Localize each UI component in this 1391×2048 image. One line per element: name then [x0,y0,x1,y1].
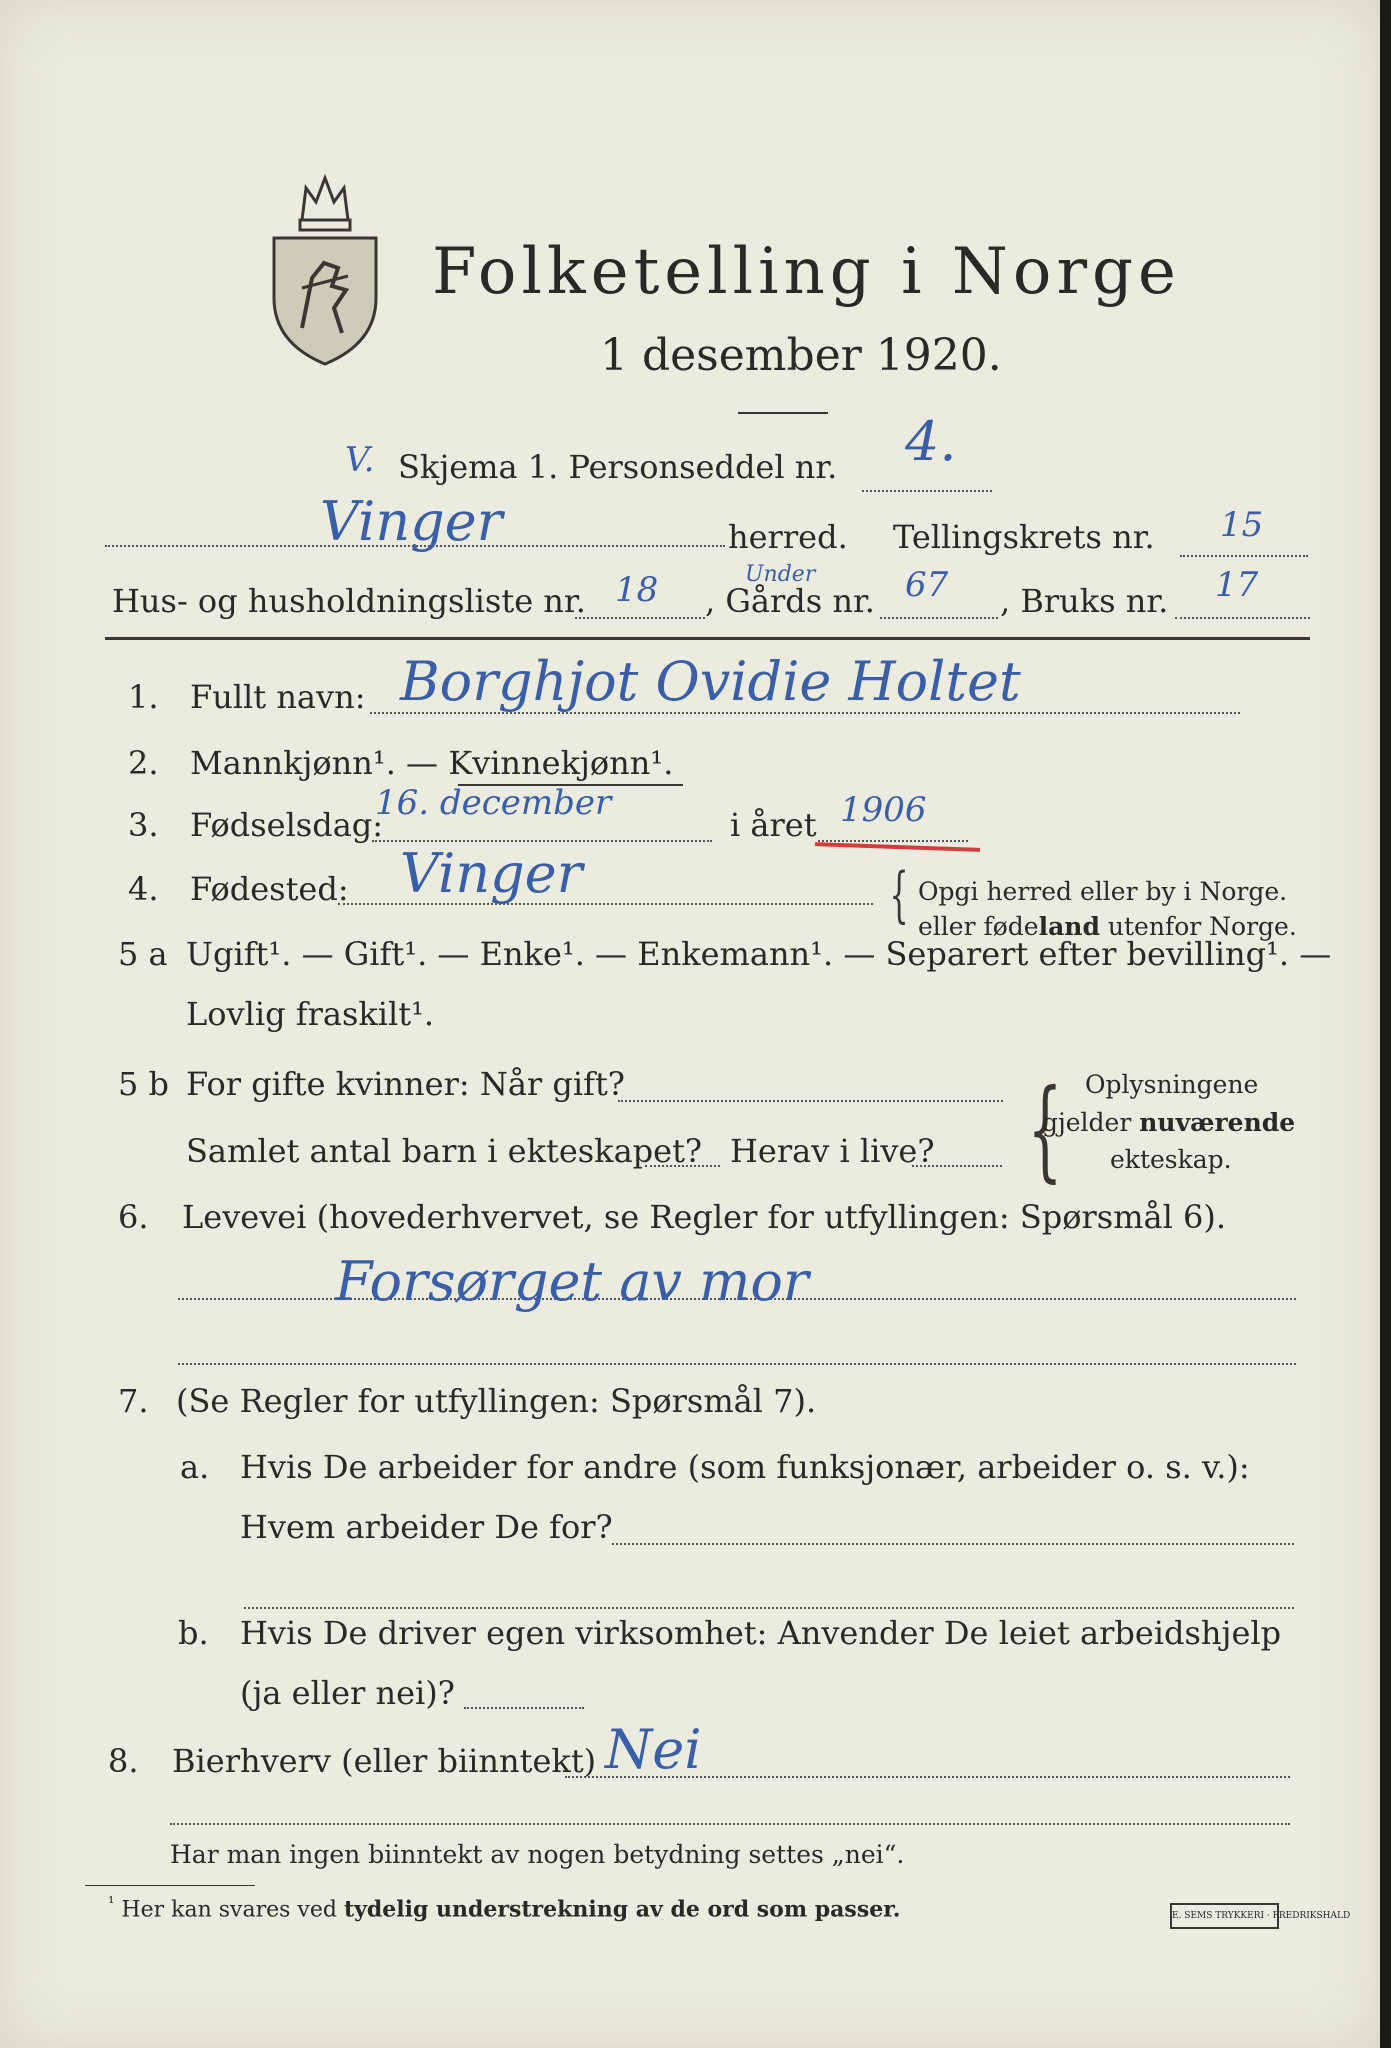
q6-label: Levevei (hovederhvervet, se Regler for utfyllingen: Spørsmål 6). [182,1198,1227,1236]
bruks-label: , Bruks nr. [1000,582,1169,620]
q5b-number: 5 b [118,1065,170,1103]
tellingskrets-value: 15 [1220,505,1264,545]
q5b-note-1: Oplysningene [1085,1070,1259,1099]
herred-label: herred. [728,518,848,556]
q7a-line-2: Hvem arbeider De for? [240,1508,613,1546]
q8-label: Bierhverv (eller biinntekt) [172,1742,597,1780]
q7-number: 7. [118,1382,149,1420]
year-label: i året [730,806,817,844]
coat-of-arms-icon [262,168,388,368]
q7b-number: b. [178,1614,209,1652]
q3-number: 3. [128,806,159,844]
gards-note: Under [745,562,816,587]
q5b-note-2: gjelder nuværende [1042,1108,1296,1137]
census-form-page: Folketelling i Norge 1 desember 1920. V. Skjema 1. Personseddel nr. 4. Vinger herred. Tellingskrets nr. 15 Hus- og husholdningsliste nr. 18 Under , Gårds nr. 67 , Bruks nr. 17 1. Fullt navn: Borghjot Ovidie Holtet 2. Mannkjønn¹. — Kvinnekjønn¹. 3. Fødselsdag: 16. december i året 1906 4. Fødested: Vinger { Opgi herred eller by i Norge. eller fødeland utenfor Norge. 5 a Ugift¹. — Gift¹. — Enke¹. — Enkemann¹. — Separert efter bevilling¹. — Lovlig fraskilt¹. 5 b For gifte kvinner: Når gift? Samlet antal barn i ekteskapet? Herav i live? { Oplysningene gjelder nuværende ekteskap. 6. Levevei (hovederhvervet, se Regler for utfyllingen: Spørsmål 6). Forsørget av mor 7. (Se Regler for utfyllingen: Spørsmål 7). a. Hvis De arbeider for andre (som funksjonær, arbeider o. s. v.): Hvem arbeider De for? b. Hvis De driver egen virksomhet: Anvender De leiet arbeidshjelp (ja eller nei)? 8. Bierhverv (eller biinntekt) Nei Har man ingen biinntekt av nogen betydning settes „nei“. $^{^1}$ Her kan svares ved tydelig understrekning av de ord som passer. E. SEMS TRYKKERI · FREDRIKSHALD [0,0,1380,2048]
q5b-brace: { [1027,1065,1063,1193]
occupation-value: Forsørget av mor [335,1250,809,1313]
q8-number: 8. [108,1742,139,1780]
q5a-line-2: Lovlig fraskilt¹. [186,995,435,1033]
printer-stamp: E. SEMS TRYKKERI · FREDRIKSHALD [1170,1903,1279,1929]
birthplace-value: Vinger [400,842,583,905]
q4-number: 4. [128,870,159,908]
birth-year-value: 1906 [840,790,927,830]
q2-label: Mannkjønn¹. — Kvinnekjønn¹. [190,744,674,782]
q7a-number: a. [180,1448,210,1486]
q2-number: 2. [128,744,159,782]
q7b-line-1: Hvis De driver egen virksomhet: Anvender De leiet arbeidshjelp [240,1614,1282,1652]
q7a-line-1: Hvis De arbeider for andre (som funksjonær, arbeider o. s. v.): [240,1448,1250,1486]
q7-label: (Se Regler for utfyllingen: Spørsmål 7). [176,1382,817,1420]
schema-label: Skjema 1. Personseddel nr. [398,448,838,486]
hus-value: 18 [615,570,659,610]
gards-label: , Gårds nr. [705,582,875,620]
q1-number: 1. [128,678,159,716]
footnote: $^{^1}$ Her kan svares ved tydelig understrekning av de ord som passer. [108,1893,901,1923]
gards-value: 67 [905,565,949,605]
red-pencil-underline [815,842,980,852]
herred-value: Vinger [320,490,503,553]
q4-note-1: Opgi herred eller by i Norge. [918,877,1288,906]
title-divider [738,412,828,414]
q4-note-2: eller fødeland utenfor Norge. [918,912,1297,941]
q4-brace: { [889,860,909,930]
bruks-value: 17 [1215,565,1259,605]
footnote-rule [85,1885,255,1886]
census-date: 1 desember 1920. [600,330,1002,381]
tellingskrets-label: Tellingskrets nr. [893,518,1155,556]
q6-number: 6. [118,1198,149,1236]
header-rule [105,637,1310,640]
form-title: Folketelling i Norge [432,235,1181,309]
q5a-line-1: Ugift¹. — Gift¹. — Enke¹. — Enkemann¹. — Separert efter bevilling¹. — [186,935,1332,973]
footer-note: Har man ingen biinntekt av nogen betydning settes „nei“. [170,1840,905,1869]
q5a-number: 5 a [118,935,168,973]
birthday-value: 16. december [375,783,612,823]
q5b-line-2a: Samlet antal barn i ekteskapet? [186,1132,703,1170]
q4-label: Fødested: [190,870,349,908]
q5b-line-2b: Herav i live? [730,1132,935,1170]
q5b-line-1: For gifte kvinner: Når gift? [186,1065,625,1103]
q1-label: Fullt navn: [190,678,366,716]
q7b-line-2: (ja eller nei)? [240,1674,455,1712]
schema-value: 4. [905,410,957,473]
full-name-value: Borghjot Ovidie Holtet [400,650,1021,713]
side-income-value: Nei [605,1718,702,1781]
q3-label: Fødselsdag: [190,806,384,844]
q5b-note-3: ekteskap. [1110,1145,1232,1174]
hus-label: Hus- og husholdningsliste nr. [112,582,586,620]
